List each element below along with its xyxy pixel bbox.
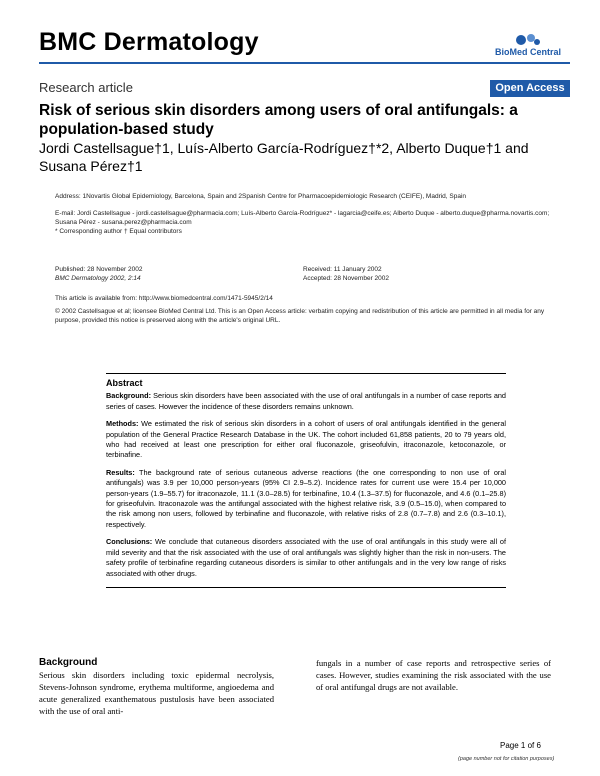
publisher-logo-icon: [513, 32, 543, 46]
abstract-background: [106, 391, 506, 412]
citation: BMC Dermatology 2002, 2:14: [55, 275, 141, 282]
methods-text: We estimated the risk of serious skin disorders in a cohort of users of oral antifungals identified in the general population of the General Practice Research Database in the UK. The cohort included 61,858 patients, 20 to 79 years old, who had received at least one prescription for either oral fluconazole, griseofulvin, itraconazole, ketoconazole, or terbinafine.: [106, 419, 507, 460]
page-number: Page 1 of 6: [500, 741, 541, 750]
publisher-name: BioMed Central: [494, 47, 561, 57]
author-notes: * Corresponding author † Equal contributors: [55, 228, 182, 235]
journal-title: BMC Dermatology: [39, 28, 259, 56]
publisher-logo: [488, 32, 568, 57]
published-date: Published: 28 November 2002: [55, 266, 143, 273]
abstract-box: [106, 373, 506, 588]
copyright-notice: © 2002 Castellsague et al; licensee BioMed Central Ltd. This is an Open Access article: verbatim copying and redistribution of this article are permitted in all media for any purpose, provided this notice is preserved along with the article's original URL.: [55, 308, 545, 324]
body-column-right: fungals in a number of case reports and retrospective series of cases. However, studies examining the risk associated with the use of oral antifungal drugs are not available.: [316, 658, 551, 692]
conclusions-label: Conclusions:: [106, 537, 153, 547]
abstract-results: [106, 468, 506, 530]
background-label: Background:: [106, 391, 151, 401]
page-number-note: (page number not for citation purposes): [458, 756, 555, 762]
article-title: Risk of serious skin disorders among users of oral antifungals: a population-based study: [39, 102, 518, 138]
header-divider: [39, 62, 570, 64]
accepted-date: Accepted: 28 November 2002: [303, 275, 389, 282]
conclusions-text: We conclude that cutaneous disorders associated with the use of oral antifungals in this study were all of mild severity and that the risk associated with the use of oral antifungals was slightly higher than the risk in non-users. The safety profile of terbinafine regarding cutaneous disorders is similar to other antifungals and in the very low range of risks associated with other drugs.: [106, 537, 506, 578]
section-heading: Background: [39, 657, 98, 668]
abstract-heading: Abstract: [106, 378, 143, 388]
abstract-conclusions: [106, 537, 506, 579]
abstract-methods: [106, 419, 506, 461]
open-access-badge: Open Access: [490, 80, 570, 97]
publication-info-right: [303, 265, 389, 283]
methods-label: Methods:: [106, 419, 139, 429]
article-type: Research article: [39, 80, 133, 95]
article-url[interactable]: This article is available from: http://www.biomedcentral.com/1471-5945/2/14: [55, 295, 273, 302]
background-text: Serious skin disorders have been associated with the use of oral antifungals in a number of case reports and series of cases. However the incidence of these disorders remains unknown.: [106, 391, 506, 411]
results-text: The background rate of serious cutaneous adverse reactions (the one corresponding to non use of oral antifungals) was 3.9 per 10,000 person-years (95% CI 2.9–5.2). Incidence rates for current use were 15.4 per 10,000 person-years (1.9–55.7) for itraconazole, 11.1 (3.0–28.5) for terbinafine, 10.4 (1.3–37.5) for fluconazole, and 4.6 (0.1–25.8) for griseofulvin. Itraconazole was the antifungal associated with the highest relative risk, 3.9 (0.5–15.0), when compared to the risk among non users, followed by terbinafine and fluconazole, with relative risks of 2.8 (0.7–7.8) and 2.6 (0.3–10.1), respectively.: [106, 467, 506, 529]
author-emails: E-mail: Jordi Castellsague - jordi.castellsague@pharmacia.com; Luís-Alberto García-Rodríguez* - lagarcia@ceife.es; Alberto Duque - alberto.duque@pharma.novartis.com; Susana Pérez - susana.perez@pharmacia.com: [55, 210, 550, 226]
received-date: Received: 11 January 2002: [303, 266, 382, 273]
body-column-left: Serious skin disorders including toxic epidermal necrolysis, Stevens-Johnson syndrome, erythema multiforme, angioedema and acute generalized exanthematous pustulosis have been associated with the use of oral anti-: [39, 670, 274, 716]
author-address: Address: 1Novartis Global Epidemiology, Barcelona, Spain and 2Spanish Centre for Pharmacoepidemiologic Research (CEIFE), Madrid, Spain: [55, 193, 467, 200]
author-list: Jordi Castellsague†1, Luís-Alberto García-Rodríguez†*2, Alberto Duque†1 and Susana Pérez†1: [39, 140, 529, 174]
results-label: Results:: [106, 467, 135, 477]
publication-info-left: [55, 265, 142, 283]
